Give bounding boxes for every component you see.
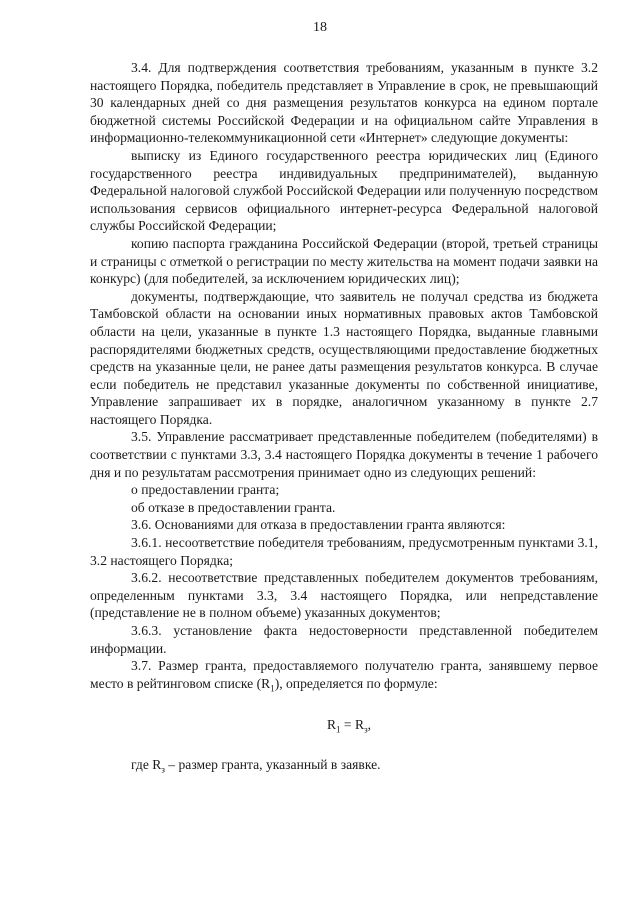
paragraph-3-5: 3.5. Управление рассматривает представленные победителем (победителями) в соответствии с пунктами 3.3, 3.4 настоящего Порядка документы в течение 1 рабочего дня и по результатам рассмотрения принимает одно из следующих решений: — [90, 429, 598, 480]
decision-option-grant: о предоставлении гранта; — [131, 482, 280, 498]
paragraph-documents-budget: документы, подтверждающие, что заявитель не получал средства из бюджета Тамбовской области на основании иных нормативных правовых актов Тамбовской области на цели, указанные в пункте 1.3 настоящего Порядка, выданные главными распорядителями бюджетных средств, осуществляющими предоставление бюджетных средств на указанные цели, не ранее даты размещения результатов конкурса. В случае если победитель не представил указанные документы по собственной инициативе, Управление запрашивает их в порядке, аналогичном указанному в пункте 2.7 настоящего Порядка. — [90, 288, 598, 427]
formula-equals: = R — [340, 717, 365, 733]
formula-lhs-subscript: 1 — [336, 725, 341, 736]
grant-formula — [90, 716, 598, 734]
page-number: 18 — [313, 20, 327, 35]
paragraph-3-6-2: 3.6.2. несоответствие представленных победителем документов требованиям, определенным пунктами 3.3, 3.4 настоящего Порядка, или непредставление (представление не в полном объеме) указанных документов; — [90, 570, 598, 621]
formula-explanation-text: где R — [131, 757, 162, 773]
formula-explanation — [90, 756, 598, 774]
paragraph-3-6: 3.6. Основаниями для отказа в предоставлении гранта являются: — [131, 517, 506, 533]
formula-explanation-end: – размер гранта, указанный в заявке. — [164, 757, 381, 773]
decision-option-refusal: об отказе в предоставлении гранта. — [131, 499, 336, 515]
paragraph-3-7-text: 3.7. Размер гранта, предоставляемого получателю гранта, занявшему первое место в рейтинговом списке (R — [90, 658, 598, 691]
paragraph-passport-copy: копию паспорта гражданина Российской Федерации (второй, третьей страницы и страницы с отметкой о регистрации по месту жительства на момент подачи заявки на конкурс) (для победителей, за исключением юридических лиц); — [90, 235, 598, 287]
formula-explanation-subscript: з — [161, 765, 165, 776]
paragraph-extract-registry: выписку из Единого государственного реестра юридических лиц (Единого государственного реестра индивидуальных предпринимателей), выданную Федеральной налоговой службой Российской Федерации или полученную посредством использования сервисов официального интернет-ресурса Федеральной налоговой службы Российской Федерации; — [90, 147, 598, 234]
paragraph-3-7-end: ), определяется по формуле: — [274, 675, 438, 691]
paragraph-3-7 — [90, 657, 598, 692]
paragraph-3-6-3: 3.6.3. установление факта недостоверности представленной победителем информации. — [90, 623, 598, 656]
paragraph-3-6-1: 3.6.1. несоответствие победителя требованиям, предусмотренным пунктами 3.1, 3.2 настоящего Порядка; — [90, 535, 598, 568]
document-body — [90, 59, 598, 774]
paragraph-3-4: 3.4. Для подтверждения соответствия требованиям, указанным в пункте 3.2 настоящего Порядка, победитель представляет в Управление в срок, не превышающий 30 календарных дней со дня размещения результатов конкурса на едином портале бюджетной системы Российской Федерации и на официальном сайте Управления в информационно-телекоммуникационной сети «Интернет» следующие документы: — [90, 60, 598, 146]
formula-end: , — [367, 717, 372, 733]
formula-lhs: R — [326, 717, 337, 733]
paragraph-3-7-subscript: 1 — [270, 683, 275, 694]
formula-rhs-subscript: з — [364, 725, 368, 736]
